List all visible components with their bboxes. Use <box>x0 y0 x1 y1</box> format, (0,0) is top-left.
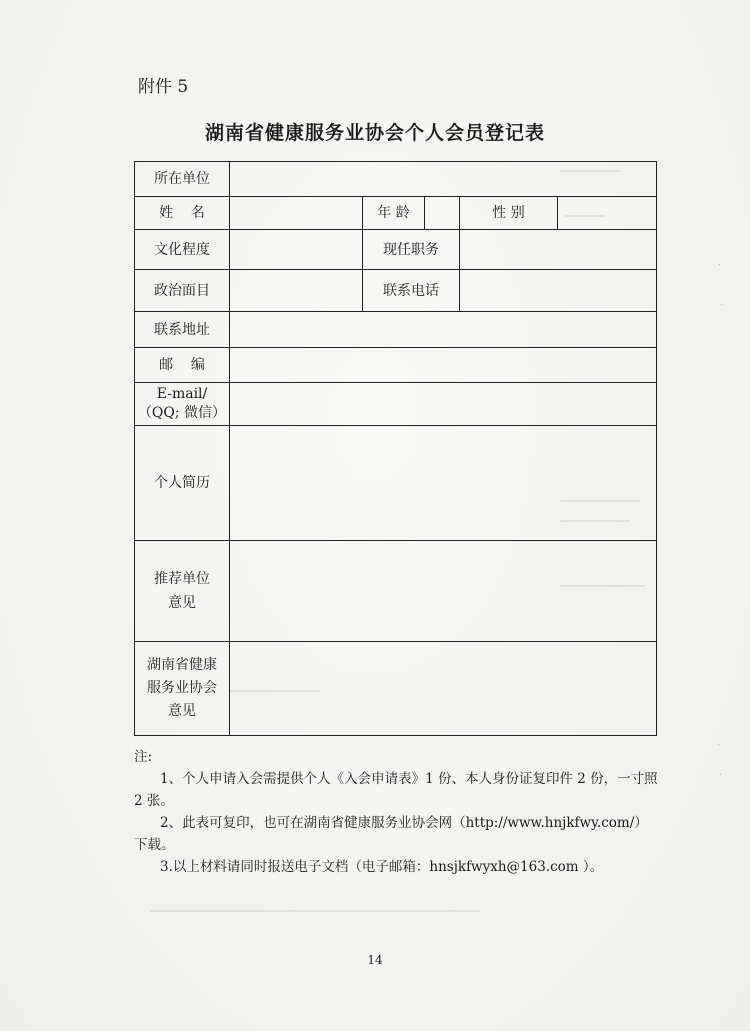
note-item-1: 1、个人申请入会需提供个人《入会申请表》1 份、本人身份证复印件 2 份，一寸照 2 张。 <box>134 771 658 809</box>
position-label: 现任职务 <box>363 230 460 270</box>
association-label-line3: 意见 <box>168 703 196 719</box>
email-label-line2: （QQ; 微信） <box>137 405 227 421</box>
notes-section <box>134 746 658 878</box>
page-number: 14 <box>367 953 383 967</box>
address-field[interactable] <box>230 312 657 348</box>
age-field[interactable] <box>425 197 460 230</box>
unit-field[interactable] <box>230 162 657 197</box>
resume-field[interactable] <box>230 426 657 541</box>
association-label-line2: 服务业协会 <box>147 680 217 696</box>
association-opinion-label <box>135 642 230 736</box>
recommend-label-line1: 推荐单位 <box>154 571 210 587</box>
name-label: 姓 名 <box>135 197 230 230</box>
recommend-label-line2: 意见 <box>168 595 196 611</box>
association-label-line1: 湖南省健康 <box>147 657 217 673</box>
postcode-field[interactable] <box>230 348 657 383</box>
note-item-3: 3.以上材料请同时报送电子文档（电子邮箱：hnsjkfwyxh@163.com ）。 <box>160 859 604 875</box>
edge-speck: · <box>720 300 724 311</box>
attachment-label: 附件 5 <box>138 77 189 97</box>
phone-label: 联系电话 <box>363 270 460 312</box>
education-label: 文化程度 <box>135 230 230 270</box>
edge-speck: · <box>718 260 722 271</box>
education-field[interactable] <box>230 230 363 270</box>
email-field[interactable] <box>230 383 657 426</box>
email-label-line1: E-mail/ <box>156 386 208 402</box>
note-item-2: 2、此表可复印，也可在湖南省健康服务业协会网（http://www.hnjkfwy.com/）下载。 <box>134 815 648 853</box>
gender-field[interactable] <box>558 197 657 230</box>
document-title: 湖南省健康服务业协会个人会员登记表 <box>204 122 545 144</box>
political-status-field[interactable] <box>230 270 363 312</box>
recommend-field[interactable] <box>230 541 657 642</box>
phone-field[interactable] <box>460 270 657 312</box>
postcode-label: 邮 编 <box>135 348 230 383</box>
resume-label: 个人简历 <box>135 426 230 541</box>
association-opinion-field[interactable] <box>230 642 657 736</box>
address-label: 联系地址 <box>135 312 230 348</box>
unit-label: 所在单位 <box>135 162 230 197</box>
gender-label: 性 别 <box>460 197 558 230</box>
email-label <box>135 383 230 426</box>
edge-speck: · <box>719 770 723 781</box>
name-field[interactable] <box>230 197 363 230</box>
bleed-through-mark <box>150 910 480 912</box>
edge-speck: · <box>717 740 721 751</box>
registration-form-table <box>134 161 657 736</box>
position-field[interactable] <box>460 230 657 270</box>
political-status-label: 政治面目 <box>135 270 230 312</box>
notes-heading: 注: <box>134 749 153 765</box>
recommend-label <box>135 541 230 642</box>
age-label: 年 龄 <box>363 197 425 230</box>
